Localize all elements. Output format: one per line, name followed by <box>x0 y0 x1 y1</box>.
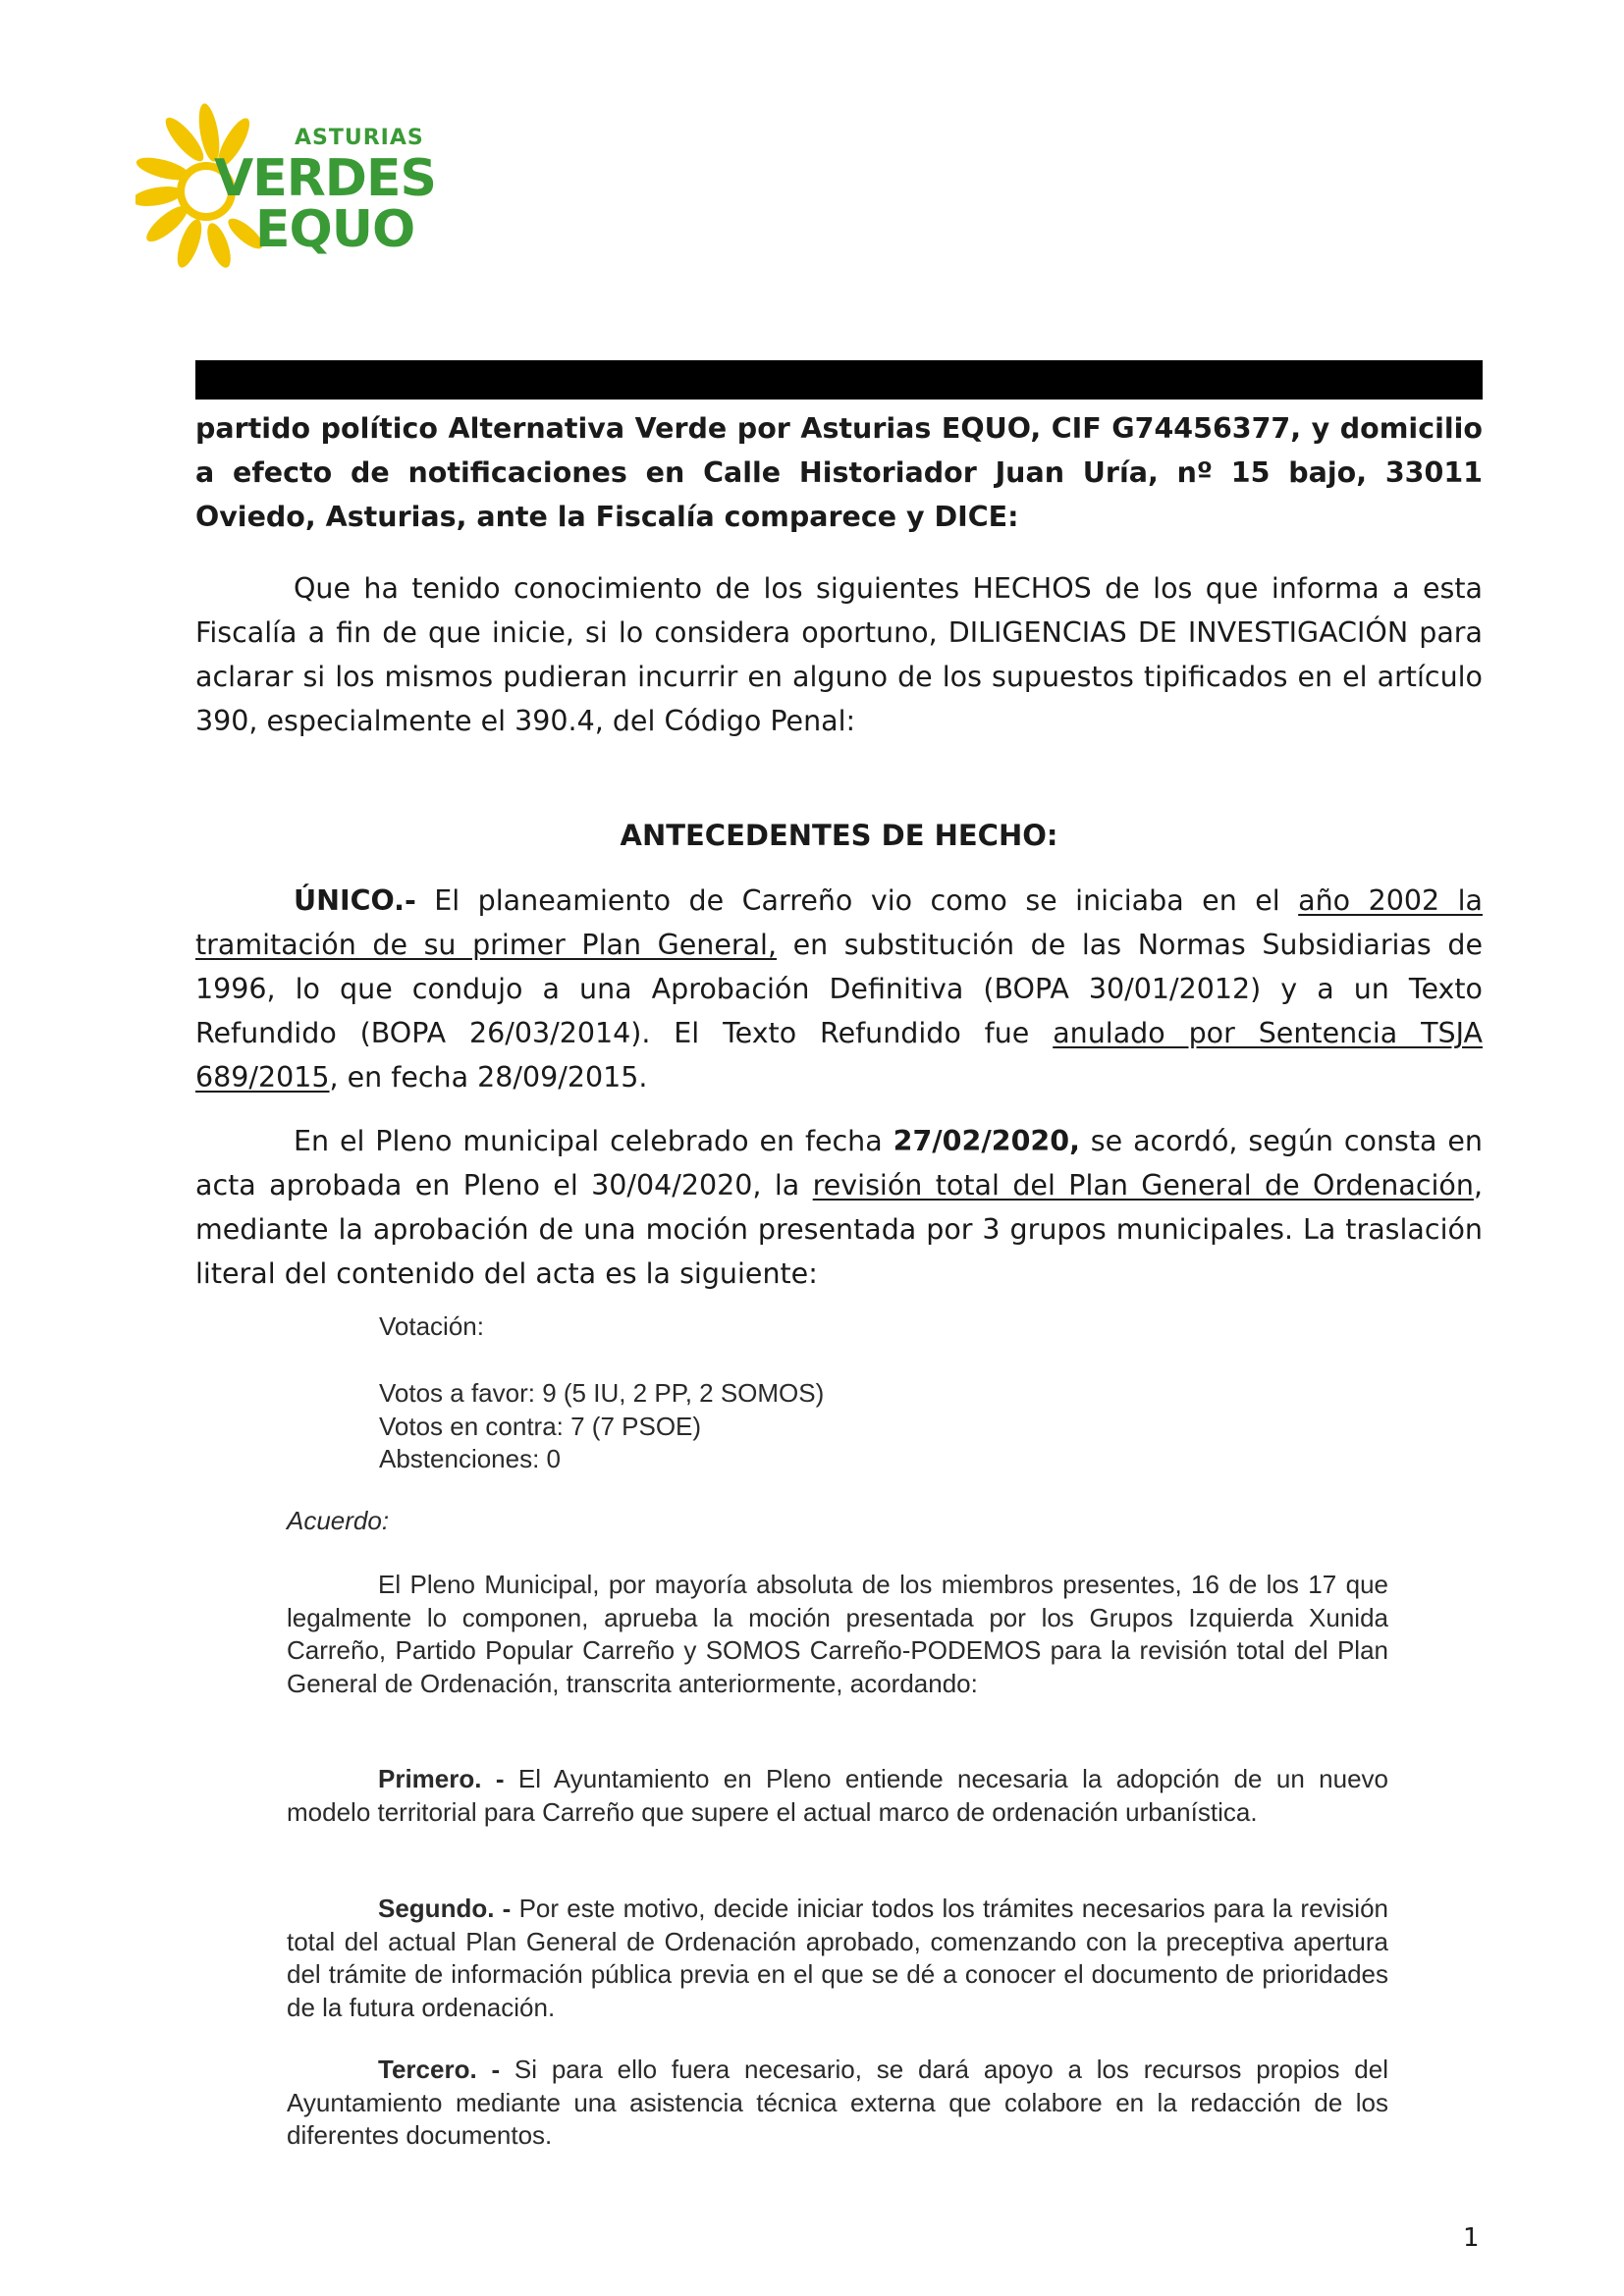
unico-underline-1: año 2002 la tramitación de su primer Plan General, <box>195 884 1483 961</box>
unico-underline-2: anulado por Sentencia TSJA 689/2015 <box>195 1017 1483 1094</box>
segundo-text: Por este motivo, decide iniciar todos los trámites necesarios para la revisión total del actual Plan General de Ordenación aprobado, comenzando con la preceptiva apertura del trámite de información pública previa en el que se dé a conocer el documento de prioridades de la futura ordenación. <box>287 1894 1388 2022</box>
unico-label: ÚNICO.- <box>294 884 416 917</box>
segundo-label: Segundo. - <box>378 1894 512 1923</box>
intro-paragraph: partido político Alternativa Verde por Asturias EQUO, CIF G74456377, y domicilio a efecto de notificaciones en Calle Historiador Juan Uría, nº 15 bajo, 33011 Oviedo, Asturias, ante la Fiscalía comparece y DICE: <box>195 412 1483 533</box>
quote-primero <box>287 1763 1388 1829</box>
pleno-text-3: , mediante la aprobación de una moción presentada por 3 grupos municipales. La traslación literal del contenido del acta es la siguiente: <box>195 1169 1483 1290</box>
votes-abstenciones: Abstenciones: 0 <box>379 1444 562 1473</box>
facts-paragraph: Que ha tenido conocimiento de los siguientes HECHOS de los que informa a esta Fiscalía a fin de que inicie, si lo considera oportuno, DILIGENCIAS DE INVESTIGACIÓN para aclarar si los mismos pudieran incurrir en alguno de los supuestos tipificados en el artículo 390, especialmente el 390.4, del Código Penal: <box>195 572 1483 737</box>
votes-contra: Votos en contra: 7 (7 PSOE) <box>379 1411 702 1441</box>
logo-equo: EQUO <box>255 200 415 259</box>
logo-wordmark <box>214 126 436 259</box>
pleno-text-2: se acordó, según consta en acta aprobada en Pleno el 30/04/2020, la <box>195 1125 1483 1201</box>
pleno-underline: revisión total del Plan General de Ordenación <box>812 1169 1474 1201</box>
unico-paragraph <box>195 879 1483 1099</box>
party-logo <box>135 98 436 270</box>
unico-text-2: en substitución de las Normas Subsidiarias de 1996, lo que condujo a una Aprobación Definitiva (BOPA 30/01/2012) y a un Texto Refundido (BOPA 26/03/2014). El Texto Refundido fue <box>195 929 1483 1049</box>
logo-asturias: ASTURIAS <box>295 126 424 150</box>
page-number: 1 <box>1463 2223 1480 2253</box>
quote-segundo <box>287 1893 1388 2024</box>
redaction-bar <box>195 360 1483 400</box>
pleno-paragraph <box>195 1119 1483 1296</box>
pleno-text-1: En el Pleno municipal celebrado en fecha <box>294 1125 893 1157</box>
unico-text-1: El planeamiento de Carreño vio como se iniciaba en el <box>415 884 1299 917</box>
unico-text-3: , en fecha 28/09/2015. <box>329 1061 648 1094</box>
primero-label: Primero. - <box>378 1764 505 1793</box>
votes-favor: Votos a favor: 9 (5 IU, 2 PP, 2 SOMOS) <box>379 1378 825 1408</box>
quote-pleno: El Pleno Municipal, por mayoría absoluta de los miembros presentes, 16 de los 17 que legalmente lo componen, aprueba la moción presentada por los Grupos Izquierda Xunida Carreño, Partido Popular Carreño y SOMOS Carreño-PODEMOS para la revisión total del Plan General de Ordenación, transcrita anteriormente, acordando: <box>287 1570 1388 1698</box>
tercero-label: Tercero. - <box>378 2055 501 2084</box>
quote-acuerdo: Acuerdo: <box>287 1506 390 1535</box>
logo-verdes: VERDES <box>214 149 436 208</box>
quote-tercero <box>287 2054 1388 2153</box>
quote-votacion: Votación: <box>379 1311 484 1341</box>
section-heading: ANTECEDENTES DE HECHO: <box>620 819 1058 852</box>
primero-text: El Ayuntamiento en Pleno entiende necesaria la adopción de un nuevo modelo territorial para Carreño que supere el actual marco de ordenación urbanística. <box>287 1764 1388 1827</box>
quote-votes <box>379 1377 1481 1476</box>
pleno-date: 27/02/2020, <box>893 1125 1080 1157</box>
tercero-text: Si para ello fuera necesario, se dará apoyo a los recursos propios del Ayuntamiento mediante una asistencia técnica externa que colabore en la redacción de los diferentes documentos. <box>287 2055 1388 2150</box>
